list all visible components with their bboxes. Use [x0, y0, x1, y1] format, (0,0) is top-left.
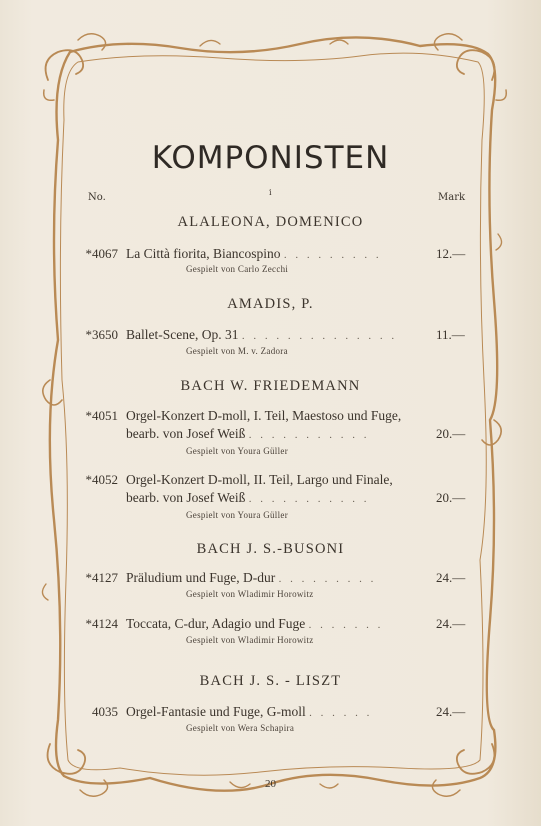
record-title: Ballet-Scene, Op. 31 . . . . . . . . . . . . . . — [126, 327, 398, 342]
record-performer: Gespielt von Wladimir Horowitz — [186, 635, 314, 645]
record-title-continued: bearb. von Josef Weiß . . . . . . . . . . . — [126, 490, 370, 505]
record-performer: Gespielt von Youra Güller — [186, 446, 288, 456]
record-number: *4052 — [85, 472, 118, 487]
record-price: 24.— — [436, 704, 466, 719]
record-title: Orgel-Konzert D-moll, I. Teil, Maestoso und Fuge, — [126, 408, 402, 423]
record-title: Orgel-Konzert D-moll, II. Teil, Largo und Finale, — [126, 472, 393, 487]
composer-heading: BACH J. S.-BUSONI — [196, 541, 345, 557]
record-price: 20.— — [436, 426, 466, 441]
record-price: 24.— — [436, 570, 466, 585]
column-header-price: Mark — [438, 192, 466, 203]
record-number: *4124 — [85, 616, 118, 631]
record-price: 24.— — [436, 616, 466, 631]
page-number: 20 — [265, 778, 276, 790]
record-performer: Gespielt von M. v. Zadora — [186, 346, 288, 356]
record-performer: Gespielt von Carlo Zecchi — [186, 264, 289, 274]
column-header-mark-small: i — [269, 188, 272, 197]
record-title: Toccata, C-dur, Adagio und Fuge . . . . . . . — [126, 616, 384, 631]
composer-heading: ALALEONA, DOMENICO — [177, 214, 364, 230]
record-title: Orgel-Fantasie und Fuge, G-moll . . . . . . — [126, 704, 373, 719]
composer-heading: AMADIS, P. — [227, 296, 314, 312]
record-number: *4051 — [85, 408, 118, 423]
composer-heading: BACH W. FRIEDEMANN — [180, 378, 361, 394]
record-title: La Città fiorita, Biancospino . . . . . . . . . — [126, 246, 382, 261]
record-price: 20.— — [436, 490, 466, 505]
record-number: *4067 — [85, 246, 118, 261]
column-header-number: No. — [88, 192, 106, 203]
record-number: *4127 — [85, 570, 118, 585]
record-title: Präludium und Fuge, D-dur . . . . . . . . . — [126, 570, 377, 585]
composer-heading: BACH J. S. - LISZT — [199, 673, 342, 689]
record-performer: Gespielt von Wera Schapira — [186, 723, 295, 733]
record-price: 12.— — [436, 246, 466, 261]
record-number: 4035 — [92, 704, 118, 719]
record-price: 11.— — [436, 327, 465, 342]
record-title-continued: bearb. von Josef Weiß . . . . . . . . . . . — [126, 426, 370, 441]
page-title: KOMPONISTEN — [151, 140, 390, 176]
record-number: *3650 — [85, 327, 118, 342]
record-performer: Gespielt von Youra Güller — [186, 510, 288, 520]
record-performer: Gespielt von Wladimir Horowitz — [186, 589, 314, 599]
